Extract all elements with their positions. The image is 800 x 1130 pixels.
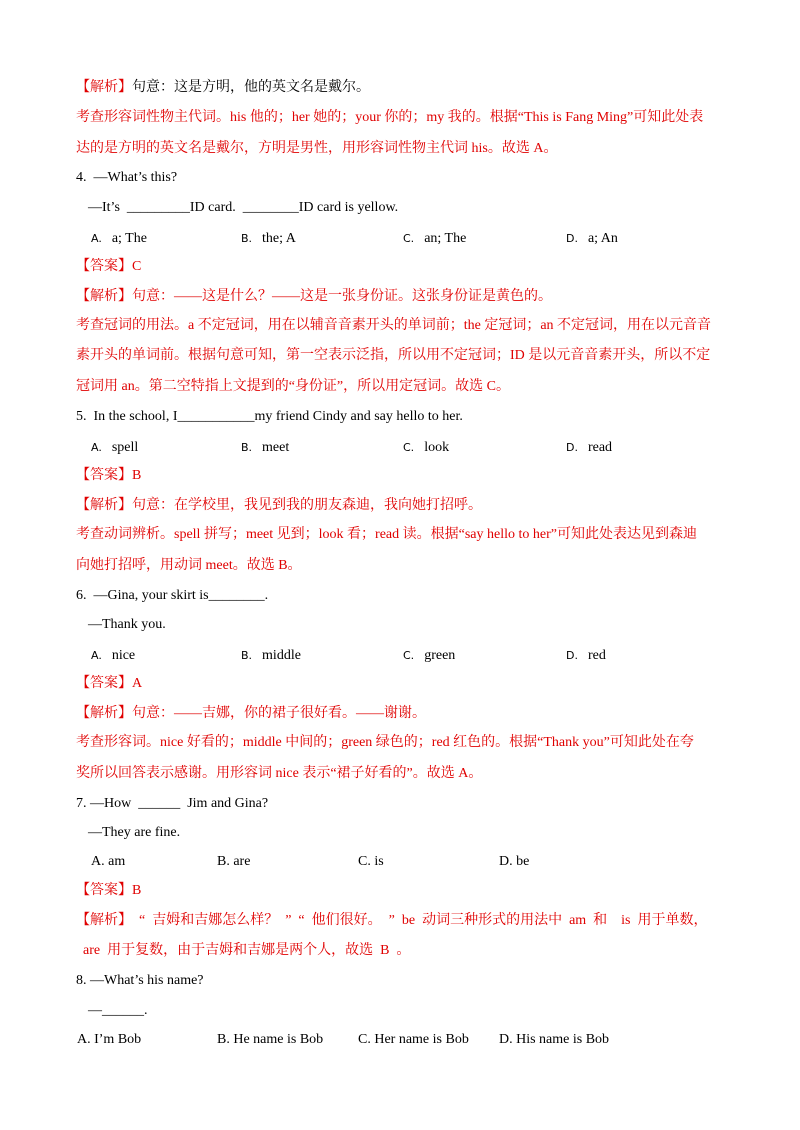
q5-stem: 5. In the school, I___________my friend Cindy and say hello to her.	[76, 409, 463, 424]
q7-option-d[interactable]: D. be	[499, 854, 530, 869]
q6-analysis: 【解析】句意：——吉娜，你的裙子很好看。——谢谢。	[76, 706, 426, 721]
q8-option-b[interactable]: B. He name is Bob	[217, 1032, 324, 1047]
q6-option-a[interactable]: A. nice	[91, 648, 136, 663]
q5-option-b[interactable]: B. meet	[241, 440, 290, 455]
q5-analysis: 【解析】句意：在学校里，我见到我的朋友森迪，我向她打招呼。	[76, 498, 482, 513]
q5-explanation-line-1: 考查动词辨析。spell 拼写；meet 见到；look 看；read 读。根据“say hello to her”可知此处表达见到森迪	[76, 527, 697, 542]
q4-explanation-line-1: 考查冠词的用法。a 不定冠词，用在以辅音音素开头的单词前；the 定冠词；an 不定冠词，用在以元音音	[76, 318, 712, 333]
q7-explanation-line-2: are 用于复数，由于吉姆和吉娜是两个人，故选 B 。	[76, 943, 411, 958]
q4-analysis: 【解析】句意：——这是什么？——这是一张身份证。这张身份证是黄色的。	[76, 289, 552, 304]
q4-option-c[interactable]: C. an; The	[403, 231, 467, 246]
q6-explanation-line-2: 奖所以回答表示感谢。用形容词 nice 表示“裙子好看的”。故选 A。	[76, 766, 483, 781]
q5-explanation-line-2: 向她打招呼，用动词 meet。故选 B。	[76, 558, 302, 573]
q7-dialogue-line: —They are fine.	[88, 825, 181, 840]
q5-option-d[interactable]: D. read	[566, 440, 613, 455]
q6-option-c[interactable]: C. green	[403, 648, 456, 663]
q5-option-a[interactable]: A. spell	[91, 440, 139, 455]
q6-explanation-line-1: 考查形容词。nice 好看的；middle 中间的；green 绿色的；red 红色的。根据“Thank you”可知此处在夸	[76, 735, 694, 750]
q8-option-d[interactable]: D. His name is Bob	[499, 1032, 610, 1047]
q8-dialogue-line: —______.	[88, 1003, 148, 1018]
q5-option-c[interactable]: C. look	[403, 440, 450, 455]
q4-stem: 4. —What’s this?	[76, 170, 178, 185]
q4-dialogue-line: —It’s _________ID card. ________ID card is yellow.	[88, 200, 399, 215]
q3-analysis: 【解析】句意：这是方明，他的英文名是戴尔。	[76, 80, 370, 95]
q6-option-d[interactable]: D. red	[566, 648, 606, 663]
q4-option-b[interactable]: B. the; A	[241, 231, 296, 246]
q3-explanation-line-2: 达的是方明的英文名是戴尔，方明是男性，用形容词性物主代词 his。故选 A。	[76, 141, 558, 156]
q6-stem: 6. —Gina, your skirt is________.	[76, 588, 269, 603]
q8-option-c[interactable]: C. Her name is Bob	[358, 1032, 469, 1047]
q7-option-c[interactable]: C. is	[358, 854, 384, 869]
q6-dialogue-line: —Thank you.	[88, 617, 166, 632]
q3-explanation-line-1: 考查形容词性物主代词。his 他的；her 她的；your 你的；my 我的。根据“This is Fang Ming”可知此处表	[76, 110, 704, 125]
q7-option-a[interactable]: A. am	[91, 854, 126, 869]
q6-answer: 【答案】A	[76, 676, 143, 691]
q4-explanation-line-2: 素开头的单词前。根据句意可知，第一空表示泛指，所以用不定冠词；ID 是以元音音素开头，所以不定	[76, 348, 711, 363]
q5-answer: 【答案】B	[76, 468, 142, 483]
q8-stem: 8. —What’s his name?	[76, 973, 204, 988]
q8-option-a[interactable]: A. I’m Bob	[77, 1032, 142, 1047]
q4-option-a[interactable]: A. a; The	[91, 231, 147, 246]
q4-answer: 【答案】C	[76, 259, 142, 274]
q7-answer: 【答案】B	[76, 883, 142, 898]
q4-explanation-line-3: 冠词用 an。第二空特指上文提到的“身份证”，所以用定冠词。故选 C。	[76, 379, 510, 394]
q7-option-b[interactable]: B. are	[217, 854, 251, 869]
q6-option-b[interactable]: B. middle	[241, 648, 301, 663]
q7-stem: 7. —How ______ Jim and Gina?	[76, 796, 269, 811]
q7-explanation-line-1: 【解析】 “ 吉姆和吉娜怎么样？ ” “ 他们很好。 ” be 动词三种形式的用法中 am 和 is 用于单数，	[76, 913, 708, 928]
q4-option-d[interactable]: D. a; An	[566, 231, 618, 246]
